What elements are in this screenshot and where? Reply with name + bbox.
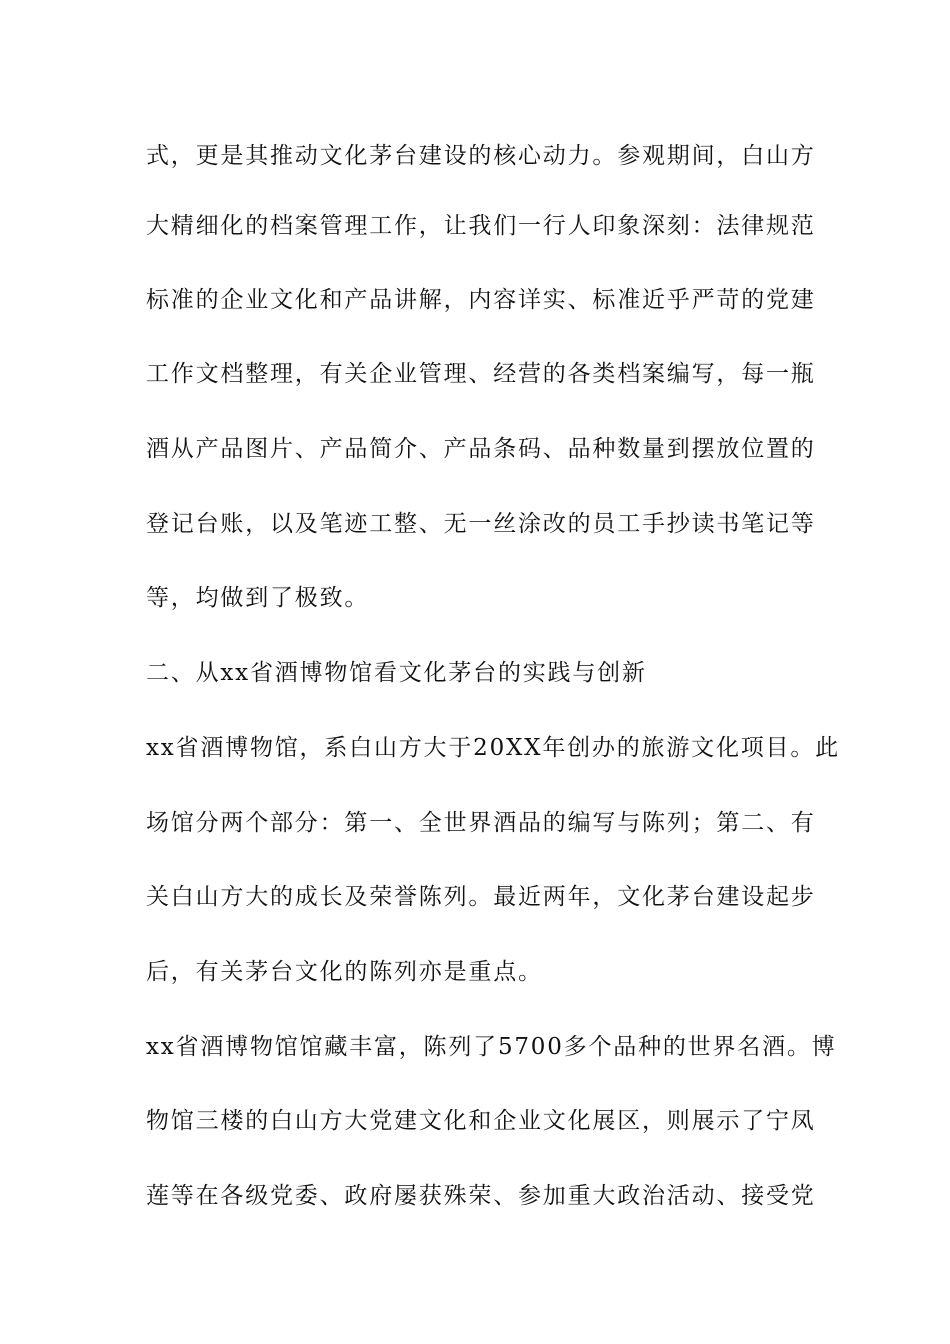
paragraph-line-8: xx省酒博物馆，系白山方大于20XX年创办的旅游文化项目。此	[146, 735, 840, 761]
paragraph-line-12: xx省酒博物馆馆藏丰富，陈列了5700多个品种的世界名酒。博	[146, 1034, 837, 1060]
paragraph-line-1: 式，更是其推动文化茅台建设的核心动力。参观期间，白山方	[146, 143, 816, 169]
paragraph-line-2: 大精细化的档案管理工作，让我们一行人印象深刻：法律规范	[146, 213, 816, 239]
paragraph-line-7: 等，均做到了极致。	[146, 585, 370, 611]
paragraph-line-14: 莲等在各级党委、政府屡获殊荣、参加重大政治活动、接受党	[146, 1183, 816, 1209]
paragraph-line-11: 后，有关茅台文化的陈列亦是重点。	[146, 959, 543, 985]
section-heading: 二、从xx省酒博物馆看文化茅台的实践与创新	[146, 660, 647, 686]
paragraph-line-9: 场馆分两个部分：第一、全世界酒品的编写与陈列；第二、有	[146, 810, 816, 836]
paragraph-line-3: 标准的企业文化和产品讲解，内容详实、标准近乎严苛的党建	[146, 287, 816, 313]
paragraph-line-5: 酒从产品图片、产品简介、产品条码、品种数量到摆放位置的	[146, 436, 816, 462]
paragraph-line-6: 登记台账，以及笔迹工整、无一丝涂改的员工手抄读书笔记等	[146, 511, 816, 537]
paragraph-line-13: 物馆三楼的白山方大党建文化和企业文化展区，则展示了宁凤	[146, 1108, 816, 1134]
paragraph-line-4: 工作文档整理，有关企业管理、经营的各类档案编写，每一瓶	[146, 361, 816, 387]
paragraph-line-10: 关白山方大的成长及荣誉陈列。最近两年，文化茅台建设起步	[146, 884, 816, 910]
